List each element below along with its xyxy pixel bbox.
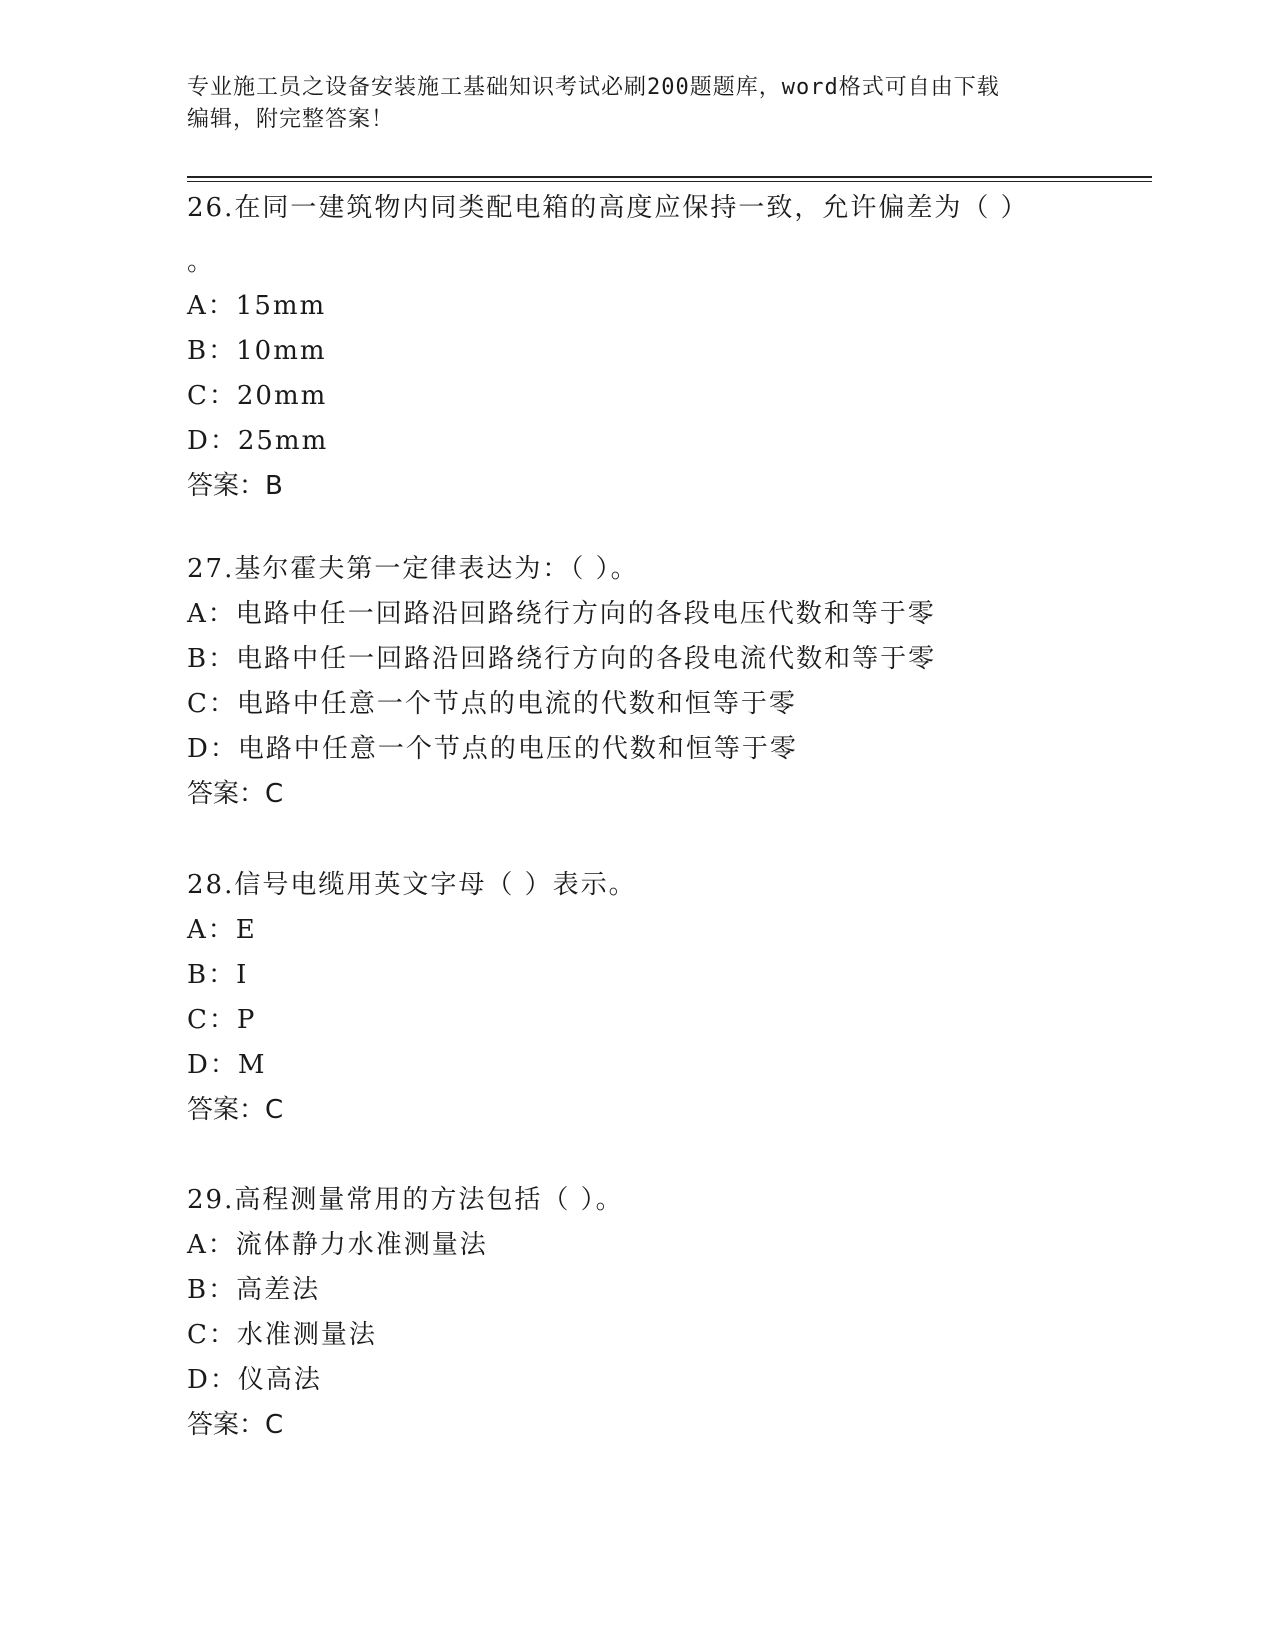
option-c: C：电路中任意一个节点的电流的代数和恒等于零 (187, 689, 797, 719)
document-header (187, 72, 1087, 136)
question-stem-continuation: 。 (187, 247, 214, 277)
option-d: D：仪高法 (187, 1365, 322, 1395)
option-d: D：25mm (187, 426, 329, 456)
option-b: B：I (187, 960, 249, 990)
option-b: B：电路中任一回路沿回路绕行方向的各段电流代数和等于零 (187, 644, 937, 674)
header-line-2: 编辑，附完整答案！ (187, 107, 395, 132)
question-26 (187, 186, 1087, 509)
answer: 答案：C (187, 1410, 284, 1440)
header-divider-thick (187, 176, 1152, 178)
answer: 答案：C (187, 1095, 284, 1125)
option-b: B：高差法 (187, 1275, 321, 1305)
question-27 (187, 547, 1087, 817)
question-stem: 27.基尔霍夫第一定律表达为：（ ）。 (187, 554, 639, 584)
question-stem: 29.高程测量常用的方法包括（ ）。 (187, 1185, 624, 1215)
option-d: D：电路中任意一个节点的电压的代数和恒等于零 (187, 734, 798, 764)
option-a: A：E (187, 915, 257, 945)
option-b: B：10mm (187, 336, 327, 366)
option-a: A：流体静力水准测量法 (187, 1230, 488, 1260)
option-a: A：电路中任一回路沿回路绕行方向的各段电压代数和等于零 (187, 599, 936, 629)
option-c: C：P (187, 1005, 257, 1035)
option-a: A：15mm (187, 291, 327, 321)
question-29 (187, 1178, 1087, 1448)
answer: 答案：C (187, 779, 284, 809)
option-c: C：20mm (187, 381, 328, 411)
option-d: D：M (187, 1050, 267, 1080)
header-divider-thin (187, 181, 1152, 182)
answer: 答案：B (187, 471, 283, 501)
question-stem: 26.在同一建筑物内同类配电箱的高度应保持一致，允许偏差为（ ） (187, 193, 1029, 223)
question-28 (187, 863, 1087, 1133)
option-c: C：水准测量法 (187, 1320, 377, 1350)
header-line-1: 专业施工员之设备安装施工基础知识考试必刷200题题库，word格式可自由下载 (187, 75, 1000, 100)
question-stem: 28.信号电缆用英文字母（ ）表示。 (187, 870, 637, 900)
